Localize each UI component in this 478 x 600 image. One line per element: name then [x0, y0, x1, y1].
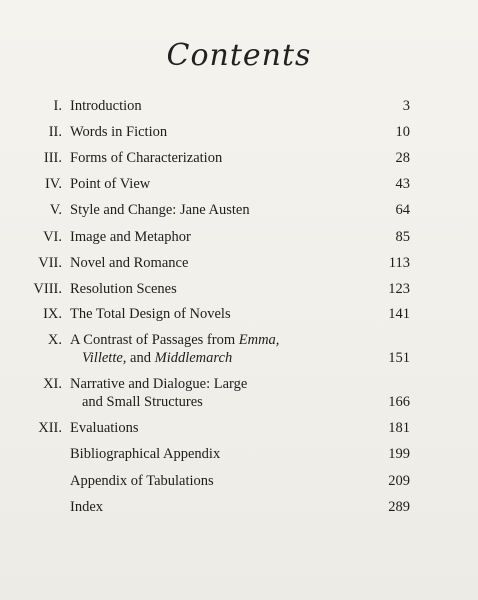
page-number: 3 [402, 98, 410, 114]
page-number: 181 [388, 420, 410, 436]
chapter-number: VIII. [33, 281, 62, 297]
chapter-number: VII. [38, 255, 62, 271]
chapter-title: Resolution Scenes [70, 281, 177, 297]
page-number: 10 [395, 124, 410, 140]
chapter-title: Image and Metaphor [70, 229, 191, 245]
chapter-title-line-2: and Small Structures [82, 394, 203, 410]
page-number: 151 [388, 350, 410, 366]
chapter-number: XI. [43, 376, 62, 392]
page-number: 166 [388, 394, 410, 410]
chapter-number: V. [49, 202, 62, 218]
chapter-title-line-2: Villette, and Middlemarch [82, 350, 233, 366]
appendix-title: Bibliographical Appendix [70, 446, 221, 462]
page-number: 43 [395, 176, 410, 192]
book-title-emma: Emma, [238, 332, 280, 348]
chapter-title: Novel and Romance [70, 255, 189, 271]
chapter-number: III. [43, 150, 62, 166]
chapter-title-line-1: Narrative and Dialogue: Large [70, 376, 248, 392]
chapter-number: X. [47, 332, 62, 348]
chapter-title: Introduction [70, 98, 142, 114]
appendix-title: Appendix of Tabulations [70, 473, 214, 489]
chapter-title: Style and Change: Jane Austen [70, 202, 250, 218]
book-title-villette: Villette, [82, 350, 127, 366]
page-number: 113 [388, 255, 410, 271]
page-number: 209 [388, 473, 410, 489]
chapter-title: Forms of Characterization [70, 150, 223, 166]
book-title-middlemarch: Middlemarch [154, 350, 233, 366]
chapter-title: Evaluations [70, 420, 139, 436]
page-number: 141 [388, 306, 410, 322]
page-number: 85 [395, 229, 410, 245]
chapter-number: IX. [43, 306, 62, 322]
index-title: Index [70, 499, 104, 515]
chapter-number: IV. [44, 176, 62, 192]
chapter-number: XII. [38, 420, 62, 436]
chapter-title-line-1: A Contrast of Passages from Emma, [70, 332, 280, 348]
page-number: 28 [395, 150, 410, 166]
page-number: 123 [388, 281, 410, 297]
page-number: 289 [388, 499, 410, 515]
page-title: Contents [166, 38, 312, 73]
chapter-title: The Total Design of Novels [70, 306, 231, 322]
chapter-title: Point of View [70, 176, 151, 192]
page-number: 64 [395, 202, 410, 218]
page-number: 199 [388, 446, 410, 462]
chapter-number: VI. [43, 229, 62, 245]
chapter-number: II. [48, 124, 62, 140]
chapter-title: Words in Fiction [70, 124, 168, 140]
chapter-number: I. [53, 98, 62, 114]
